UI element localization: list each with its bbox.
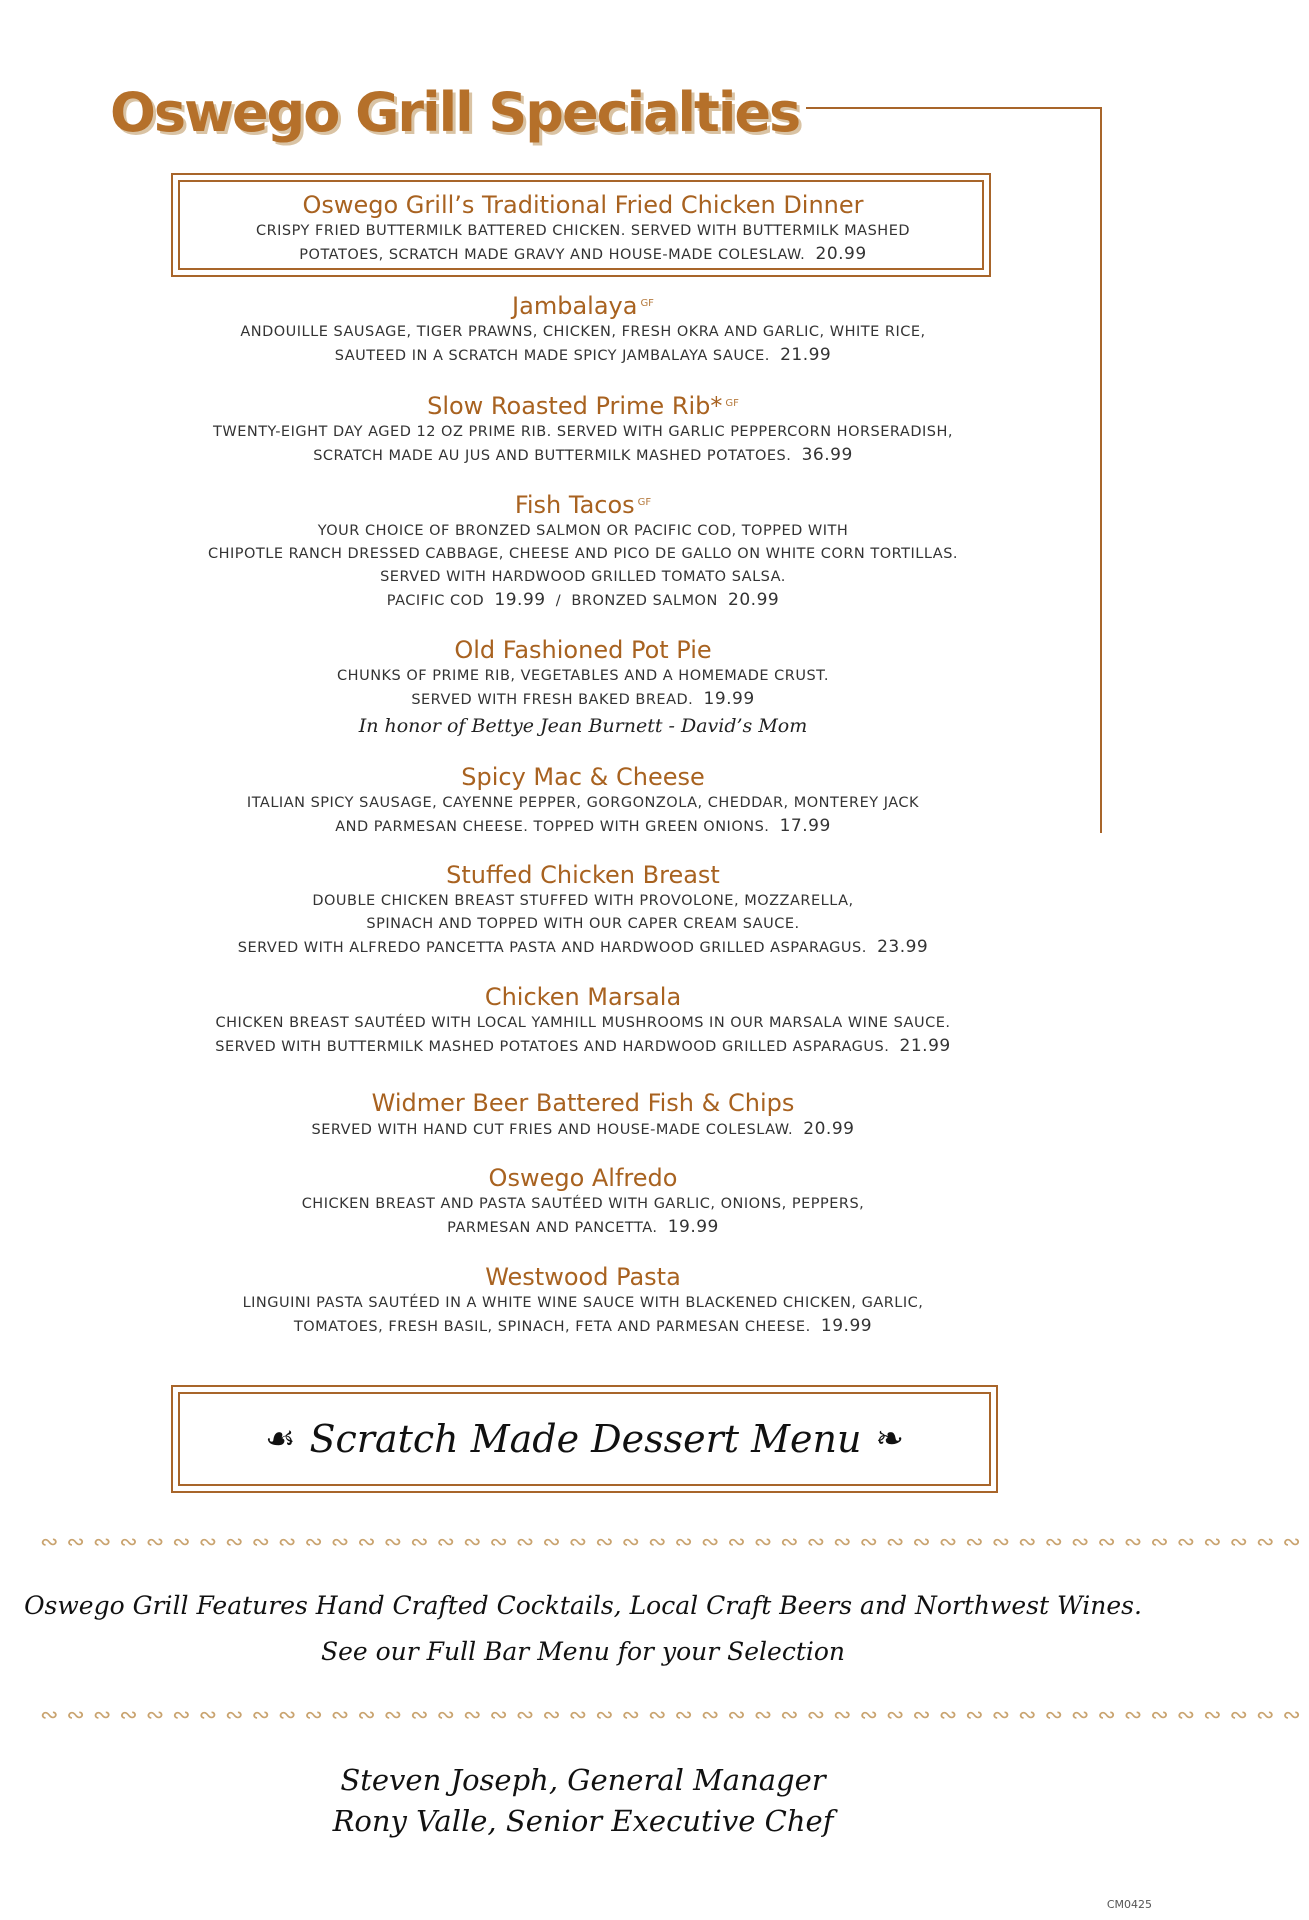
page-title: Oswego Grill Specialties: [110, 81, 800, 144]
item-name: Slow Roasted Prime Rib*: [427, 392, 723, 420]
dessert-menu-label: Scratch Made Dessert Menu: [309, 1417, 862, 1461]
item-description: [0, 1193, 1166, 1240]
item-price: 20.99: [803, 1119, 855, 1139]
description-line: CHICKEN BREAST SAUTÉED WITH LOCAL YAMHILL MUSHROOMS IN OUR MARSALA WINE SAUCE.: [215, 1015, 951, 1031]
item-description: [0, 1118, 1166, 1142]
item-description: [0, 421, 1166, 468]
item-name: Spicy Mac & Cheese: [461, 763, 705, 791]
bar-features-line: Oswego Grill Features Hand Crafted Cocktails, Local Craft Beers and Northwest Wines.: [24, 1591, 1142, 1620]
item-price: 21.99: [899, 1036, 951, 1056]
item-name: Westwood Pasta: [485, 1263, 681, 1291]
description-line: SERVED WITH BUTTERMILK MASHED POTATOES AND HARDWOOD GRILLED ASPARAGUS. 21.99: [215, 1036, 951, 1056]
item-price: 20.99: [728, 590, 780, 610]
corner-rule-horizontal: [806, 107, 1102, 109]
item-description: [0, 890, 1166, 960]
item-name: Stuffed Chicken Breast: [446, 861, 720, 889]
description-line: SCRATCH MADE AU JUS AND BUTTERMILK MASHED POTATOES. 36.99: [313, 445, 853, 465]
price-options: PACIFIC COD 19.99 / BRONZED SALMON 20.99: [386, 590, 780, 610]
price-option-label: PACIFIC COD: [386, 593, 485, 609]
item-name: Widmer Beer Battered Fish & Chips: [371, 1089, 795, 1117]
right-scroll-ornament-icon: ❧: [875, 1419, 904, 1459]
wave-divider-icon: ∾∾∾∾∾∾∾∾∾∾∾∾∾∾∾∾∾∾∾∾∾∾∾∾∾∾∾∾∾∾∾∾∾∾∾∾∾∾∾∾∾∾∾∾∾∾∾∾: [40, 1530, 1309, 1555]
item-description: [0, 520, 1166, 613]
menu-item-chicken-marsala: [0, 982, 1166, 1059]
item-description: [0, 665, 1166, 712]
item-price: 19.99: [703, 689, 755, 709]
description-line: TOMATOES, FRESH BASIL, SPINACH, FETA AND PARMESAN CHEESE. 19.99: [293, 1316, 873, 1336]
item-price: 23.99: [877, 937, 929, 957]
item-price: 21.99: [780, 345, 832, 365]
item-price: 19.99: [667, 1217, 719, 1237]
description-line: SERVED WITH ALFREDO PANCETTA PASTA AND HARDWOOD GRILLED ASPARAGUS. 23.99: [237, 937, 929, 957]
dessert-menu-banner[interactable]: [171, 1385, 998, 1493]
description-line: SERVED WITH HAND CUT FRIES AND HOUSE-MADE COLESLAW. 20.99: [311, 1119, 855, 1139]
description-line: ANDOUILLE SAUSAGE, TIGER PRAWNS, CHICKEN, FRESH OKRA AND GARLIC, WHITE RICE,: [240, 324, 926, 340]
general-manager: Steven Joseph, General Manager: [340, 1763, 826, 1797]
description-line: YOUR CHOICE OF BRONZED SALMON OR PACIFIC COD, TOPPED WITH: [317, 523, 849, 539]
price-option-label: BRONZED SALMON: [571, 593, 718, 609]
description-line: CRISPY FRIED BUTTERMILK BATTERED CHICKEN. SERVED WITH BUTTERMILK MASHED: [255, 223, 911, 239]
item-name: Oswego Alfredo: [488, 1164, 678, 1192]
item-description: [0, 1012, 1166, 1059]
item-name: Chicken Marsala: [484, 983, 682, 1011]
menu-item-fish-tacos: [0, 490, 1166, 613]
item-price: 17.99: [779, 816, 831, 836]
menu-item-fish-and-chips: [0, 1088, 1166, 1142]
menu-item-prime-rib: [0, 391, 1166, 468]
description-line: SAUTEED IN A SCRATCH MADE SPICY JAMBALAYA SAUCE. 21.99: [334, 345, 832, 365]
item-name: Oswego Grill’s Traditional Fried Chicken Dinner: [302, 191, 864, 219]
item-name: Jambalaya: [512, 292, 638, 320]
tribute-note: In honor of Bettye Jean Burnett - David’s Mom: [358, 715, 808, 737]
executive-chef: Rony Valle, Senior Executive Chef: [332, 1804, 834, 1838]
menu-item-oswego-alfredo: [0, 1163, 1166, 1240]
menu-item-fried-chicken: [0, 190, 1166, 267]
menu-item-spicy-mac: [0, 762, 1166, 839]
menu-code: CM0425: [1106, 1898, 1152, 1911]
description-line: AND PARMESAN CHEESE. TOPPED WITH GREEN ONIONS. 17.99: [335, 816, 831, 836]
description-line: POTATOES, SCRATCH MADE GRAVY AND HOUSE-MADE COLESLAW. 20.99: [299, 244, 867, 264]
description-line: LINGUINI PASTA SAUTÉED IN A WHITE WINE SAUCE WITH BLACKENED CHICKEN, GARLIC,: [242, 1295, 924, 1311]
description-line: PARMESAN AND PANCETTA. 19.99: [447, 1217, 719, 1237]
bar-menu-line: See our Full Bar Menu for your Selection: [320, 1637, 846, 1666]
item-description: [0, 1292, 1166, 1339]
wave-divider-icon: ∾∾∾∾∾∾∾∾∾∾∾∾∾∾∾∾∾∾∾∾∾∾∾∾∾∾∾∾∾∾∾∾∾∾∾∾∾∾∾∾∾∾∾∾∾∾∾∾: [40, 1703, 1309, 1728]
item-description: [0, 321, 1166, 368]
description-line: DOUBLE CHICKEN BREAST STUFFED WITH PROVOLONE, MOZZARELLA,: [312, 893, 854, 909]
menu-item-jambalaya: [0, 291, 1166, 368]
description-line: CHIPOTLE RANCH DRESSED CABBAGE, CHEESE AND PICO DE GALLO ON WHITE CORN TORTILLAS.: [207, 546, 959, 562]
item-price: 19.99: [820, 1316, 873, 1336]
item-price: 19.99: [494, 590, 546, 610]
description-line: ITALIAN SPICY SAUSAGE, CAYENNE PEPPER, GORGONZOLA, CHEDDAR, MONTEREY JACK: [246, 795, 920, 811]
item-name: Old Fashioned Pot Pie: [454, 636, 712, 664]
gluten-free-tag: GF: [640, 298, 654, 309]
description-line: CHICKEN BREAST AND PASTA SAUTÉED WITH GARLIC, ONIONS, PEPPERS,: [301, 1196, 865, 1212]
description-line: SPINACH AND TOPPED WITH OUR CAPER CREAM SAUCE.: [366, 916, 800, 932]
menu-item-pot-pie: [0, 635, 1166, 740]
item-description: [0, 792, 1166, 839]
menu-item-stuffed-chicken: [0, 860, 1166, 960]
description-line: SERVED WITH HARDWOOD GRILLED TOMATO SALSA.: [380, 569, 786, 585]
item-description: [0, 220, 1166, 267]
item-price: 36.99: [801, 445, 853, 465]
description-line: CHUNKS OF PRIME RIB, VEGETABLES AND A HOMEMADE CRUST.: [337, 668, 829, 684]
item-price: 20.99: [815, 244, 867, 264]
item-name: Fish Tacos: [514, 491, 635, 519]
gluten-free-tag: GF: [725, 398, 739, 409]
left-scroll-ornament-icon: ☙: [265, 1419, 296, 1459]
gluten-free-tag: GF: [637, 497, 652, 508]
menu-item-westwood-pasta: [0, 1262, 1166, 1339]
description-line: TWENTY-EIGHT DAY AGED 12 OZ PRIME RIB. SERVED WITH GARLIC PEPPERCORN HORSERADISH,: [213, 424, 953, 440]
description-line: SERVED WITH FRESH BAKED BREAD. 19.99: [411, 689, 755, 709]
